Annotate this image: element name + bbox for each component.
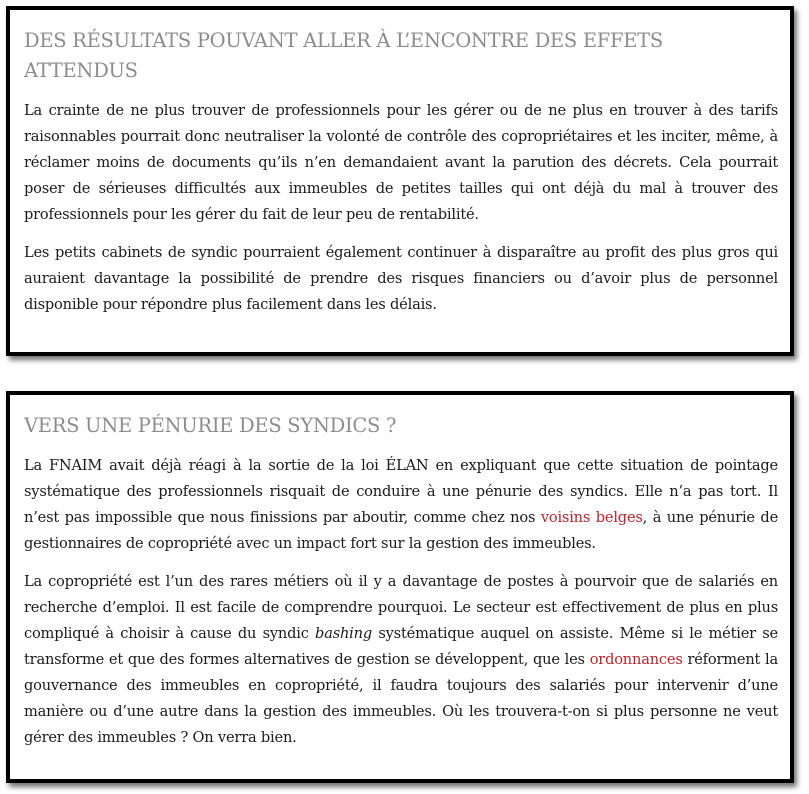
paragraph-text: , à une pénurie de gestionnaires de copropriété avec un impact fort sur la gestion des immeubles.: [24, 509, 779, 552]
paragraph-text: réforment la gouvernance des immeubles en copropriété, il faudra toujours des salariés pour intervenir d’une manière ou d’une autre dans la gestion des immeubles. Où les trouvera-t-on si plus personne ne veut gérer des immeubles ? On verra bien.: [24, 651, 779, 746]
section-box-penurie: [6, 391, 794, 783]
section-heading: VERS UNE PÉNURIE DES SYNDICS ?: [24, 414, 397, 437]
ordonnances-link[interactable]: ordonnances: [589, 651, 683, 668]
paragraph-text: systématique auquel on assiste. Même si le métier se transforme et que des formes alternatives de gestion se développent, que les: [24, 625, 778, 668]
section-paragraph: [24, 569, 778, 751]
emphasis-text: bashing: [315, 625, 372, 642]
section-paragraph: La crainte de ne plus trouver de professionnels pour les gérer ou de ne plus en trouver à des tarifs raisonnables pourrait donc neutraliser la volonté de contrôle des copropriétaires et les inciter, même, à réclamer moins de documents qu’ils n’en demandaient avant la parution des décrets. Cela pourrait poser de sérieuses difficultés aux immeubles de petites tailles qui ont déjà du mal à trouver des professionnels pour les gérer du fait de leur peu de rentabilité.: [24, 102, 778, 223]
section-box-resultats: [6, 6, 794, 356]
section-heading: DES RÉSULTATS POUVANT ALLER À L’ENCONTRE DES EFFETS ATTENDUS: [24, 29, 663, 82]
paragraph-text: La FNAIM avait déjà réagi à la sortie de la loi ÉLAN en expliquant que cette situation de pointage systématique des professionnels risquait de conduire à une pénurie des syndics. Elle n’a pas tort. Il n’est pas impossible que nous finissions par aboutir, comme chez nos: [24, 457, 778, 526]
section-paragraph: [24, 453, 778, 557]
voisins-belges-link[interactable]: voisins belges: [540, 509, 643, 526]
section-paragraph: Les petits cabinets de syndic pourraient également continuer à disparaître au profit des plus gros qui auraient davantage la possibilité de prendre des risques financiers ou d’avoir plus de personnel disponible pour répondre plus facilement dans les délais.: [24, 244, 778, 313]
paragraph-text: La copropriété est l’un des rares métiers où il y a davantage de postes à pourvoir que de salariés en recherche d’emploi. Il est facile de comprendre pourquoi. Le secteur est effectivement de plus en plus compliqué à choisir à cause du syndic: [24, 573, 778, 642]
